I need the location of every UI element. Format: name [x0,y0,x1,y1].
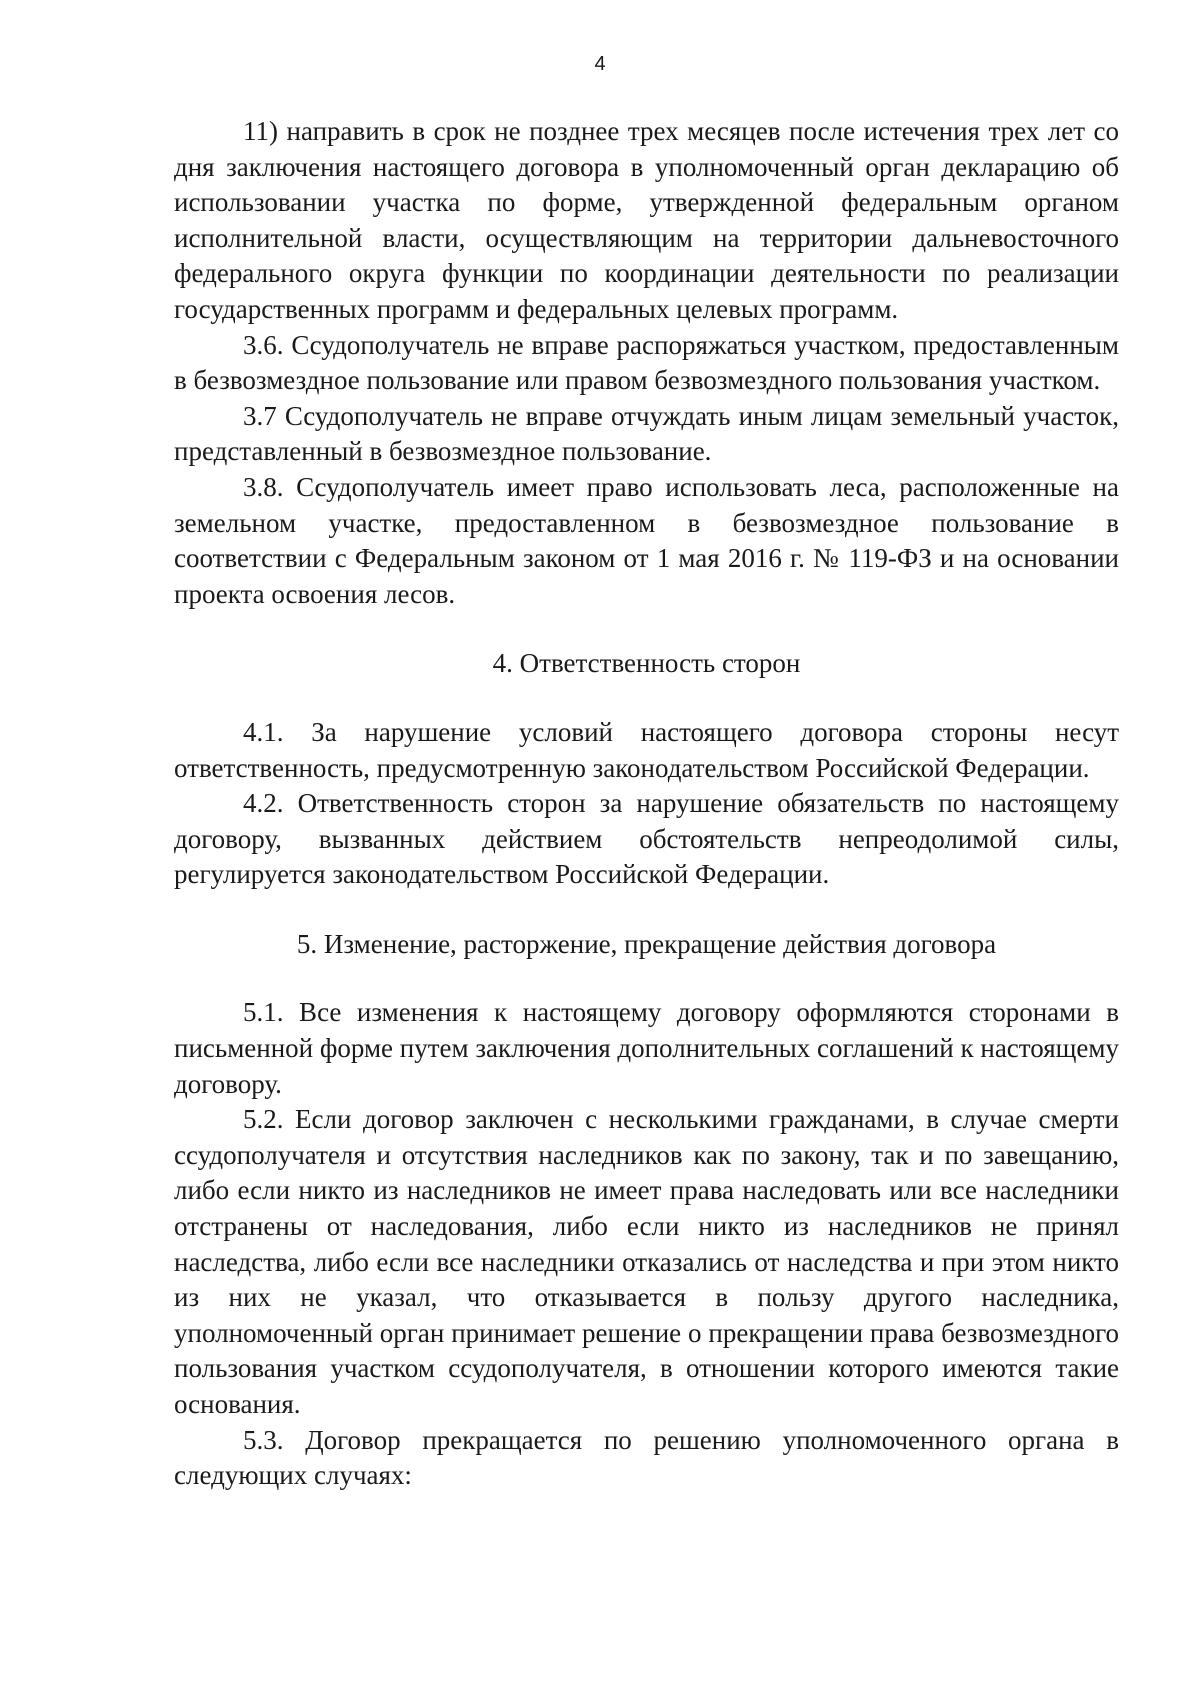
section-heading-5: 5. Изменение, расторжение, прекращение действия договора [296,928,997,959]
paragraph-item-11: 11) направить в срок не позднее трех месяцев после истечения трех лет со дня заключения настоящего договора в уполномоченный орган декларацию об использовании участка по форме, утвержденной федеральным органом исполнительной власти, осуществляющим на территории дальневосточного федерального округа функции по координации деятельности по реализации государственных программ и федеральных целевых программ. [174,116,1119,324]
paragraph-5-2: 5.2. Если договор заключен с несколькими гражданами, в случае смерти ссудополучателя и отсутствия наследников как по закону, так и по завещанию, либо если никто из наследников не имеет права наследовать или все наследники отстранены от наследования, либо если никто из наследников не принял наследства, либо если все наследники отказались от наследства и при этом никто из них не указал, что отказывается в пользу другого наследника, уполномоченный орган принимает решение о прекращении права безвозмездного пользования участком ссудополучателя, в отношении которого имеются такие основания. [174,1104,1119,1419]
document-body [174,114,1119,1494]
spacer [174,682,1119,715]
section-heading-4: 4. Ответственность сторон [492,648,801,679]
paragraph-4-1: 4.1. За нарушение условий настоящего договора стороны несут ответственность, предусмотренную законодательством Российской Федерации. [174,716,1119,783]
spacer [174,612,1119,646]
paragraph-5-3: 5.3. Договор прекращается по решению уполномоченного органа в следующих случаях: [174,1424,1119,1491]
spacer [174,962,1119,995]
paragraph-4-2: 4.2. Ответственность сторон за нарушение обязательств по настоящему договору, вызванных действием обстоятельств непреодолимой силы, регулируется законодательством Российской Федерации. [174,788,1119,890]
page-number: 4 [594,53,606,75]
spacer [174,893,1119,927]
paragraph-3-7: 3.7 Ссудополучатель не вправе отчуждать иным лицам земельный участок, представленный в безвозмездное пользование. [174,400,1119,467]
paragraph-5-1: 5.1. Все изменения к настоящему договору оформляются сторонами в письменной форме путем заключения дополнительных соглашений к настоящему договору. [174,997,1119,1099]
paragraph-3-6: 3.6. Ссудополучатель не вправе распоряжаться участком, предоставленным в безвозмездное пользование или правом безвозмездного пользования участком. [174,329,1119,396]
paragraph-3-8: 3.8. Ссудополучатель имеет право использовать леса, расположенные на земельном участке, предоставленном в безвозмездное пользование в соответствии с Федеральным законом от 1 мая 2016 г. № 119-ФЗ и на основании проекта освоения лесов. [174,471,1119,609]
